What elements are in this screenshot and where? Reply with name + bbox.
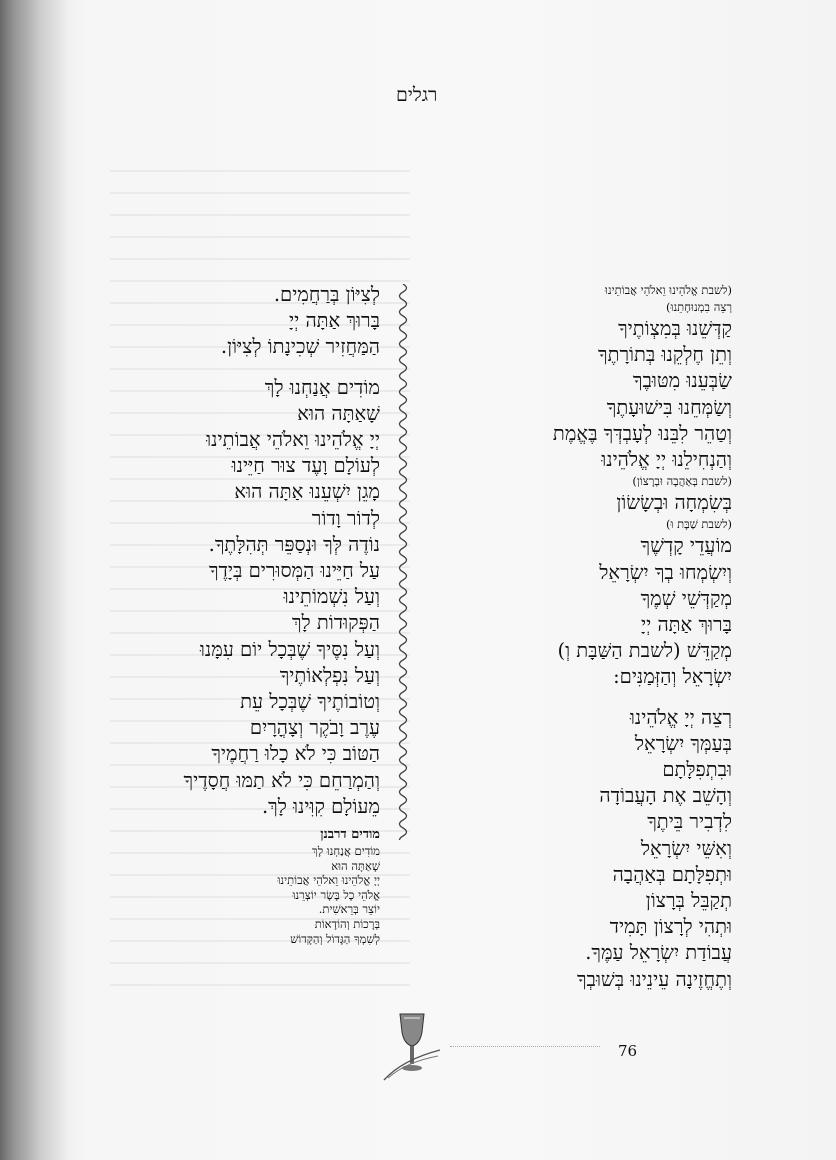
prayer-line: שַׂבְּעֵנוּ מִטּוּבֶךָ <box>632 369 732 393</box>
modim-line: יוֹצֵר בְּרֵאשִׁית. <box>318 902 380 917</box>
prayer-line: קַדְּשֵׁנוּ בְּמִצְוֹתֶיךָ <box>618 317 732 340</box>
prayer-line: עַל חַיֵּינוּ הַמְּסוּרִים בְּיָדֶךָ <box>208 559 380 583</box>
prayer-line: מוֹדִים אֲנַחְנוּ לָךְ <box>264 375 380 399</box>
page-gutter-shadow <box>0 0 70 1160</box>
modim-line: אֱלֹהֵי כָל בָּשָׂר יוֹצְרֵנוּ <box>292 887 380 902</box>
prayer-line: בְּשִׂמְחָה וּבְשָׂשׂוֹן <box>616 491 732 515</box>
modim-line: לְשִׁמְךָ הַגָּדוֹל וְהַקָּדוֹשׁ <box>290 931 380 946</box>
prayer-line: וְאִשֵּׁי יִשְׂרָאֵל <box>640 836 732 860</box>
prayer-line: בְּעַמְּךָ יִשְׂרָאֵל <box>634 731 732 755</box>
prayer-line: הַטּוֹב כִּי לֹא כָלוּ רַחֲמֶיךָ <box>211 742 380 766</box>
prayer-line: מְקַדְּשֵׁי שְׁמֶךָ <box>640 586 732 610</box>
rubric-note: (לשבת שַׁבָּת וּ) <box>665 517 732 532</box>
rubric-note: (לשבת אֱלֹהֵינוּ וֵאלֹהֵי אֲבוֹתֵינוּ <box>604 283 732 297</box>
prayer-line: וְעַל נִשְׁמוֹתֵינוּ <box>283 585 380 609</box>
stanza-gap <box>120 361 380 375</box>
prayer-line: וְשַׂמְּחֵנוּ בִּישׁוּעָתֶךָ <box>606 395 732 419</box>
kiddush-cup-icon <box>382 1010 442 1082</box>
prayer-line: שָׁאַתָּה הוּא <box>297 401 380 425</box>
page-number: 76 <box>618 1042 638 1060</box>
prayer-line: נוֹדֶה לְּךָ וּנְסַפֵּר תְּהִלָּתֶךָ. <box>208 532 380 556</box>
prayer-line: וְעַל נִפְלְאוֹתֶיךָ <box>279 663 380 687</box>
prayer-line: לְעוֹלָם וָעֶד צוּר חַיֵּינוּ <box>231 454 380 478</box>
prayer-line: וְהַמְרַחֵם כִּי לֹא תַמּוּ חֲסָדֶיךָ <box>183 768 380 792</box>
prayer-line: רְצֵה יְיָ אֱלֹהֵינוּ <box>629 705 732 729</box>
prayer-line: יִשְׂרָאֵל וְהַזְּמַנִּים: <box>613 665 732 689</box>
page-header-title: רגלים <box>396 84 438 106</box>
prayer-line: וּתְפִלָּתָם בְּאַהֲבָה <box>612 862 732 886</box>
modim-derabanan-lines <box>120 844 380 946</box>
modim-line: בְּרָכוֹת וְהוֹדָאוֹת <box>314 917 380 932</box>
prayer-line: יְיָ אֱלֹהֵינוּ וֵאלֹהֵי אֲבוֹתֵינוּ <box>206 428 380 452</box>
stanza-gap <box>402 691 732 705</box>
prayer-line: בָּרוּךְ אַתָּה יְיָ <box>289 309 380 333</box>
prayer-line: תְקַבֵּל בְּרָצוֹן <box>645 889 732 913</box>
prayer-line: וְעַל נִסֶּיךָ שֶׁבְּכָל יוֹם עִמָּנוּ <box>199 637 380 661</box>
modim-line: מוֹדִים אֲנַחְנוּ לָךְ <box>312 844 380 859</box>
prayer-line: וּבִתְפִלָּתָם <box>662 758 732 782</box>
prayer-line: הַפְּקוּדוֹת לָךְ <box>291 611 380 635</box>
prayer-line: מֵעוֹלָם קִוִּינוּ לָךְ. <box>261 794 380 818</box>
modim-line: יְיָ אֱלֹהֵינוּ וֵאלֹהֵי אֲבוֹתֵינוּ <box>277 873 380 888</box>
rubric-note: (לשבת בְּאַהֲבָה וּבְרָצוֹן) <box>632 474 732 489</box>
prayer-line: וְטוֹבוֹתֶיךָ שֶׁבְּכָל עֵת <box>240 690 380 714</box>
prayer-line: וְתֵן חֶלְקֵנוּ בְּתוֹרָתֶךָ <box>597 343 732 367</box>
prayer-line: וּתְהִי לְרָצוֹן תָּמִיד <box>609 915 732 939</box>
rubric-note: רְצֵה בִמְנוּחָתֵנוּ) <box>666 300 732 314</box>
prayer-line: וְהַנְחִילֵנוּ יְיָ אֱלֹהֵינוּ <box>601 448 732 472</box>
left-text-column <box>120 282 380 946</box>
right-text-column <box>402 282 732 993</box>
prayer-line: וְטַהֵר לִבֵּנוּ לְעָבְדְּךָ בֶּאֱמֶת <box>552 421 732 445</box>
prayer-line: וְהָשֵׁב אֶת הָעֲבוֹדָה <box>599 784 732 808</box>
prayer-line: מוֹעֲדֵי קָדְשֶׁךָ <box>640 534 732 558</box>
modim-line: שָׁאַתָּה הוּא <box>331 858 380 873</box>
prayer-line: לְדוֹר וָדוֹר <box>311 506 380 530</box>
prayer-line: הַמַּחֲזִיר שְׁכִינָתוֹ לְצִיּוֹן. <box>220 335 380 359</box>
prayer-line: בָּרוּךְ אַתָּה יְיָ <box>641 613 732 637</box>
prayer-line: עֲבוֹדַת יִשְׂרָאֵל עַמֶּךָ. <box>585 941 732 965</box>
prayer-line: מְקַדֵּשׁ (לשבת הַשַּׁבָּת וְ) <box>557 639 732 663</box>
prayer-line: מָגֵן יִשְׁעֵנוּ אַתָּה הוּא <box>234 480 380 504</box>
left-column-lines <box>120 282 380 820</box>
prayer-line: וְתֶחֱזֶינָה עֵינֵינוּ בְּשׁוּבְךָ <box>576 967 732 991</box>
prayer-line: וְיִשְׂמְחוּ בְךָ יִשְׂרָאֵל <box>599 560 732 584</box>
modim-derabanan-heading: מודים דרבנן <box>320 827 380 843</box>
prayer-line: לְצִיּוֹן בְּרַחֲמִים. <box>273 283 380 306</box>
footer-dotted-rule <box>450 1046 600 1047</box>
prayer-line: לִדְבִיר בֵּיתֶךָ <box>647 810 732 834</box>
prayer-line: עֶרֶב וָבֹקֶר וְצָהֳרָיִם <box>249 716 380 740</box>
wavy-column-divider <box>392 284 414 840</box>
